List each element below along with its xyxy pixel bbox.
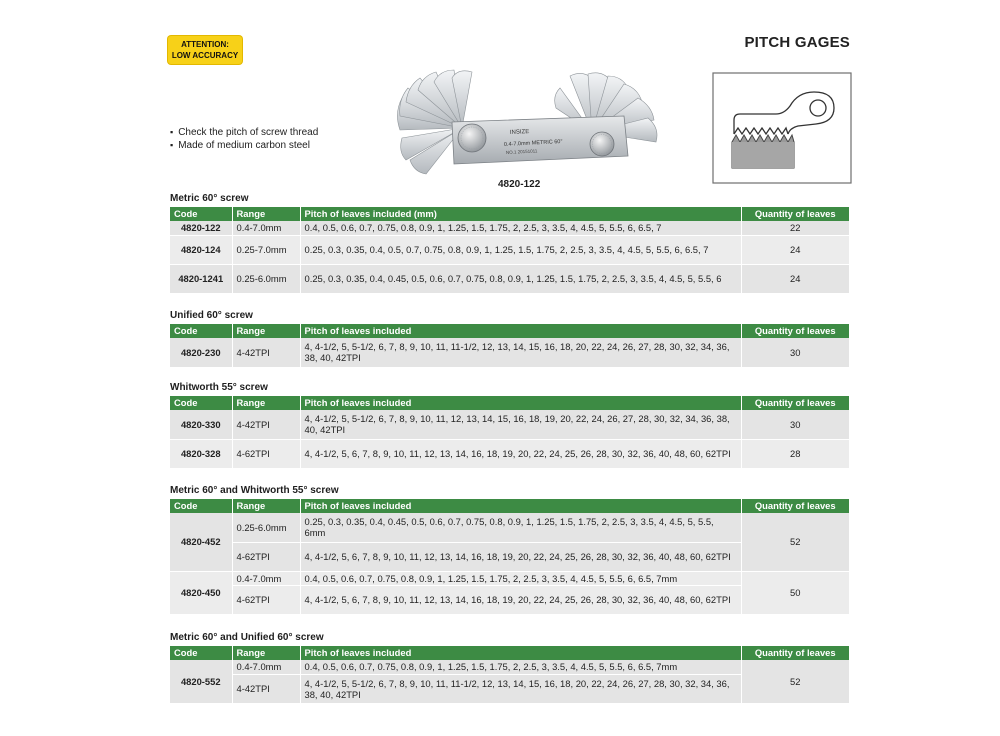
- section-metric-unified: [170, 632, 849, 704]
- pitch-cell: 0.25, 0.3, 0.35, 0.4, 0.5, 0.7, 0.75, 0.8, 0.9, 1, 1.25, 1.5, 1.75, 2, 2.5, 3, 3.5, 4, 4.5, 5, 5.5, 6, 6.5, 7: [300, 235, 741, 264]
- range-cell: 4-62TPI: [232, 585, 300, 614]
- qty-cell: 24: [741, 235, 849, 264]
- code-cell: 4820-124: [170, 235, 232, 264]
- range-cell: 4-42TPI: [232, 674, 300, 703]
- code-cell: 4820-552: [170, 660, 232, 703]
- pitch-cell: 4, 4-1/2, 5, 6, 7, 8, 9, 10, 11, 12, 13, 14, 16, 18, 19, 20, 22, 24, 25, 26, 28, 30, 32, 36, 40, 48, 60, 62TPI: [300, 542, 741, 571]
- attention-label: ATTENTION:: [181, 40, 229, 49]
- code-cell: 4820-452: [170, 513, 232, 571]
- range-cell: 0.25-6.0mm: [232, 264, 300, 293]
- qty-cell: 52: [741, 660, 849, 703]
- section-metric-whitworth: [170, 485, 849, 615]
- qty-cell: 24: [741, 264, 849, 293]
- low-accuracy-label: LOW ACCURACY: [171, 51, 239, 60]
- header-pitch: Pitch of leaves included: [300, 646, 741, 660]
- range-cell: 0.25-6.0mm: [232, 513, 300, 542]
- table-row: [170, 513, 849, 542]
- product-photo: [392, 68, 682, 180]
- qty-cell: 28: [741, 439, 849, 468]
- whitworth-55-table: [170, 396, 849, 469]
- pitch-cell: 4, 4-1/2, 5, 6, 7, 8, 9, 10, 11, 12, 13, 14, 16, 18, 19, 20, 22, 24, 25, 26, 28, 30, 32, 36, 40, 48, 60, 62TPI: [300, 585, 741, 614]
- range-cell: 4-42TPI: [232, 338, 300, 367]
- section-title: Unified 60° screw: [170, 310, 253, 321]
- header-code: Code: [170, 207, 232, 221]
- range-cell: 0.4-7.0mm: [232, 660, 300, 674]
- header-qty: Quantity of leaves: [741, 207, 849, 221]
- table-row: [170, 660, 849, 674]
- range-cell: 0.25-7.0mm: [232, 235, 300, 264]
- pitch-cell: 0.4, 0.5, 0.6, 0.7, 0.75, 0.8, 0.9, 1, 1.25, 1.5, 1.75, 2, 2.5, 3, 3.5, 4, 4.5, 5, 5.5, 6, 6.5, 7: [300, 221, 741, 235]
- range-cell: 4-42TPI: [232, 410, 300, 439]
- code-cell: 4820-230: [170, 338, 232, 367]
- serial-stamp: NO.1 20151011: [505, 148, 538, 155]
- header-qty: Quantity of leaves: [741, 499, 849, 513]
- section-whitworth-55: [170, 382, 849, 469]
- pitch-cell: 4, 4-1/2, 5, 6, 7, 8, 9, 10, 11, 12, 13, 14, 16, 18, 19, 20, 22, 24, 25, 26, 28, 30, 32, 36, 40, 48, 60, 62TPI: [300, 439, 741, 468]
- table-row: [170, 338, 849, 367]
- pitch-cell: 0.25, 0.3, 0.35, 0.4, 0.45, 0.5, 0.6, 0.7, 0.75, 0.8, 0.9, 1, 1.25, 1.5, 1.75, 2, 2.5, 3, 3.5, 4, 4.5, 5, 5.5, 6mm: [300, 513, 741, 542]
- code-cell: 4820-330: [170, 410, 232, 439]
- qty-cell: 50: [741, 571, 849, 614]
- table-row: [170, 439, 849, 468]
- right-knob: [590, 132, 614, 156]
- header-pitch: Pitch of leaves included: [300, 499, 741, 513]
- unified-60-table: [170, 324, 849, 368]
- header-range: Range: [232, 324, 300, 338]
- table-header-row: [170, 207, 849, 221]
- header-range: Range: [232, 207, 300, 221]
- brand-stamp: INSIZE: [509, 128, 530, 136]
- header-qty: Quantity of leaves: [741, 646, 849, 660]
- left-knob: [458, 124, 486, 152]
- usage-diagram: [712, 72, 852, 184]
- header-range: Range: [232, 499, 300, 513]
- table-header-row: [170, 324, 849, 338]
- table-row: [170, 410, 849, 439]
- section-title: Metric 60° and Whitworth 55° screw: [170, 485, 339, 496]
- section-title: Metric 60° screw: [170, 193, 249, 204]
- pitch-cell: 0.4, 0.5, 0.6, 0.7, 0.75, 0.8, 0.9, 1, 1.25, 1.5, 1.75, 2, 2.5, 3, 3.5, 4, 4.5, 5, 5.5, 6, 6.5, 7mm: [300, 660, 741, 674]
- code-cell: 4820-328: [170, 439, 232, 468]
- code-cell: 4820-1241: [170, 264, 232, 293]
- section-unified-60: [170, 310, 849, 368]
- header-qty: Quantity of leaves: [741, 396, 849, 410]
- feature-list: [170, 126, 318, 152]
- header-qty: Quantity of leaves: [741, 324, 849, 338]
- table-header-row: [170, 646, 849, 660]
- pitch-cell: 0.4, 0.5, 0.6, 0.7, 0.75, 0.8, 0.9, 1, 1.25, 1.5, 1.75, 2, 2.5, 3, 3.5, 4, 4.5, 5, 5.5, 6, 6.5, 7mm: [300, 571, 741, 585]
- photo-caption: 4820-122: [498, 179, 541, 190]
- metric-whitworth-table: [170, 499, 849, 615]
- header-range: Range: [232, 646, 300, 660]
- header-pitch: Pitch of leaves included: [300, 324, 741, 338]
- range-cell: 0.4-7.0mm: [232, 571, 300, 585]
- metric-unified-table: [170, 646, 849, 704]
- header-code: Code: [170, 324, 232, 338]
- table-header-row: [170, 499, 849, 513]
- section-metric-60: [170, 193, 849, 294]
- range-stamp: 0.4-7.0mm METRIC 60°: [503, 138, 563, 148]
- attention-badge: [168, 36, 242, 64]
- section-title: Whitworth 55° screw: [170, 382, 268, 393]
- pitch-cell: 0.25, 0.3, 0.35, 0.4, 0.45, 0.5, 0.6, 0.7, 0.75, 0.8, 0.9, 1, 1.25, 1.5, 1.75, 2, 2.5, 3, 3.5, 4, 4.5, 5, 5.5, 6: [300, 264, 741, 293]
- header-code: Code: [170, 646, 232, 660]
- pitch-cell: 4, 4-1/2, 5, 5-1/2, 6, 7, 8, 9, 10, 11, 12, 13, 14, 15, 16, 18, 19, 20, 22, 24, 26, 27, 28, 30, 32, 34, 36, 38, 40, 42TPI: [300, 410, 741, 439]
- qty-cell: 30: [741, 338, 849, 367]
- range-cell: 0.4-7.0mm: [232, 221, 300, 235]
- table-row: [170, 264, 849, 293]
- table-header-row: [170, 396, 849, 410]
- table-row: [170, 571, 849, 585]
- header-range: Range: [232, 396, 300, 410]
- code-cell: 4820-450: [170, 571, 232, 614]
- header-pitch: Pitch of leaves included (mm): [300, 207, 741, 221]
- qty-cell: 22: [741, 221, 849, 235]
- table-row: [170, 221, 849, 235]
- qty-cell: 30: [741, 410, 849, 439]
- feature-item: ▪ Check the pitch of screw thread: [170, 126, 318, 139]
- header-pitch: Pitch of leaves included: [300, 396, 741, 410]
- range-cell: 4-62TPI: [232, 439, 300, 468]
- section-title: Metric 60° and Unified 60° screw: [170, 632, 324, 643]
- feature-item: ▪ Made of medium carbon steel: [170, 139, 318, 152]
- pitch-cell: 4, 4-1/2, 5, 5-1/2, 6, 7, 8, 9, 10, 11, 11-1/2, 12, 13, 14, 15, 16, 18, 20, 22, 24, 26, 27, 28, 30, 32, 34, 36, 38, 40, 42TPI: [300, 338, 741, 367]
- header-code: Code: [170, 499, 232, 513]
- qty-cell: 52: [741, 513, 849, 571]
- code-cell: 4820-122: [170, 221, 232, 235]
- pitch-cell: 4, 4-1/2, 5, 5-1/2, 6, 7, 8, 9, 10, 11, 11-1/2, 12, 13, 14, 15, 16, 18, 20, 22, 24, 26, 27, 28, 30, 32, 34, 36, 38, 40, 42TPI: [300, 674, 741, 703]
- header-code: Code: [170, 396, 232, 410]
- page-title: PITCH GAGES: [744, 34, 850, 51]
- table-row: [170, 235, 849, 264]
- metric-60-table: [170, 207, 849, 294]
- range-cell: 4-62TPI: [232, 542, 300, 571]
